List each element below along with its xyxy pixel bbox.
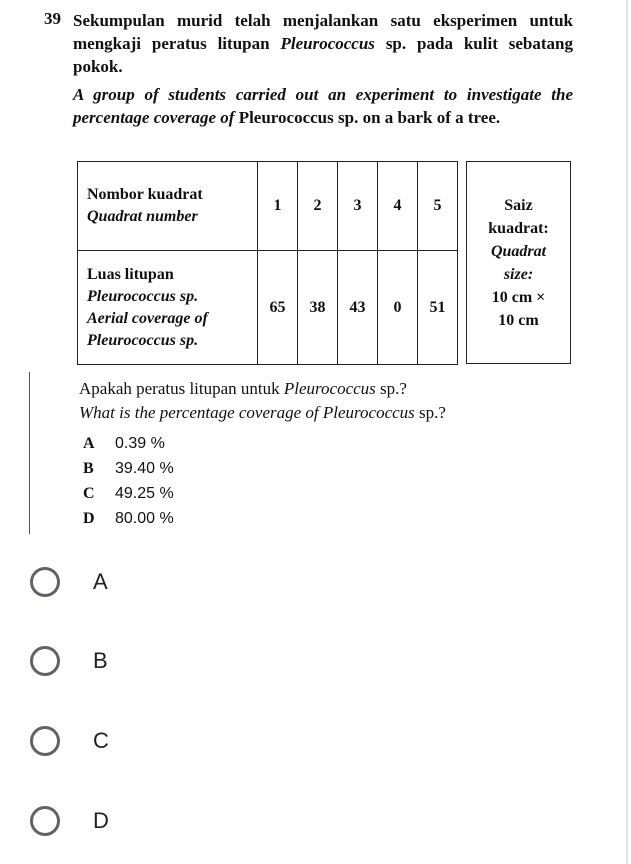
option-b	[83, 458, 174, 480]
table-cell: 2	[298, 162, 338, 251]
size-label-english: size:	[503, 266, 534, 283]
option-value: 39.40 %	[115, 460, 174, 477]
radio-option-d[interactable]	[30, 801, 290, 841]
size-label-malay: kuadrat:	[488, 220, 549, 237]
prompt-malay	[79, 378, 407, 400]
option-letter: C	[83, 485, 95, 502]
table-header-quadrat	[78, 162, 258, 251]
organism-name: Pleurococcus	[283, 379, 376, 398]
table-cell: 38	[298, 251, 338, 365]
size-value: 10 cm	[498, 312, 539, 329]
quadrat-size-box	[466, 161, 571, 364]
organism-name: Pleurococcus	[238, 108, 334, 127]
option-letter: D	[83, 510, 95, 527]
prompt-english	[79, 402, 446, 424]
question-number: 39	[44, 9, 61, 28]
table-cell: 4	[378, 162, 418, 251]
radio-circle-icon[interactable]	[30, 806, 60, 836]
row-label-malay: Luas litupan	[87, 265, 174, 283]
question-rest-malay: sp. pada kulit sebatang pokok.	[73, 34, 574, 76]
table-cell: 0	[378, 251, 418, 365]
radio-option-b[interactable]	[30, 641, 290, 681]
option-c	[83, 483, 174, 505]
table-row	[78, 162, 458, 251]
option-d	[83, 508, 174, 530]
row-label-english: Quadrat number	[87, 208, 198, 225]
organism-name: Pleurococcus	[280, 34, 375, 53]
radio-label: D	[93, 808, 109, 833]
prompt-text: sp.?	[419, 403, 446, 422]
table-header-coverage	[78, 251, 258, 365]
option-value: 80.00 %	[115, 510, 174, 527]
radio-label: A	[93, 569, 108, 594]
radio-circle-icon[interactable]	[30, 646, 60, 676]
table-cell: 3	[338, 162, 378, 251]
table-cell: 43	[338, 251, 378, 365]
option-letter: B	[83, 460, 94, 477]
option-value: 49.25 %	[115, 485, 174, 502]
table-row	[78, 251, 458, 365]
size-label-english: Quadrat	[490, 243, 547, 260]
organism-name: Pleurococcus	[322, 403, 415, 422]
radio-option-c[interactable]	[30, 721, 290, 761]
data-table	[77, 161, 458, 365]
prompt-text: Apakah peratus litupan untuk	[79, 379, 280, 398]
size-label-malay: Saiz	[504, 197, 533, 214]
question-intro-english: A group of students carried out an experiment to investigate the percentage coverage of	[73, 85, 573, 127]
radio-label: C	[93, 728, 109, 753]
question-text-english	[73, 83, 573, 129]
question-rest-english: sp. on a bark of a tree.	[338, 108, 501, 127]
table-cell: 1	[258, 162, 298, 251]
radio-circle-icon[interactable]	[30, 567, 60, 597]
prompt-text: sp.?	[380, 379, 407, 398]
margin-line	[29, 372, 30, 534]
option-a	[83, 433, 165, 455]
table-cell: 51	[418, 251, 458, 365]
table-cell: 5	[418, 162, 458, 251]
option-letter: A	[83, 435, 95, 452]
row-label-malay: Pleurococcus sp.	[87, 287, 199, 305]
question-text-malay	[73, 9, 573, 78]
prompt-text: What is the percentage coverage of	[79, 403, 319, 422]
table-cell: 65	[258, 251, 298, 365]
row-label-english: Pleurococcus sp.	[87, 331, 199, 349]
size-value: 10 cm ×	[491, 289, 546, 306]
radio-label: B	[93, 648, 108, 673]
option-value: 0.39 %	[115, 435, 165, 452]
radio-circle-icon[interactable]	[30, 726, 60, 756]
question-intro-malay: Sekumpulan murid telah menjalankan satu eksperimen untuk mengkaji peratus litupan	[73, 11, 573, 53]
row-label-english: Aerial coverage of	[87, 309, 208, 327]
row-label-malay: Nombor kuadrat	[87, 186, 203, 203]
radio-option-a[interactable]	[30, 562, 290, 602]
scroll-edge	[626, 0, 628, 864]
